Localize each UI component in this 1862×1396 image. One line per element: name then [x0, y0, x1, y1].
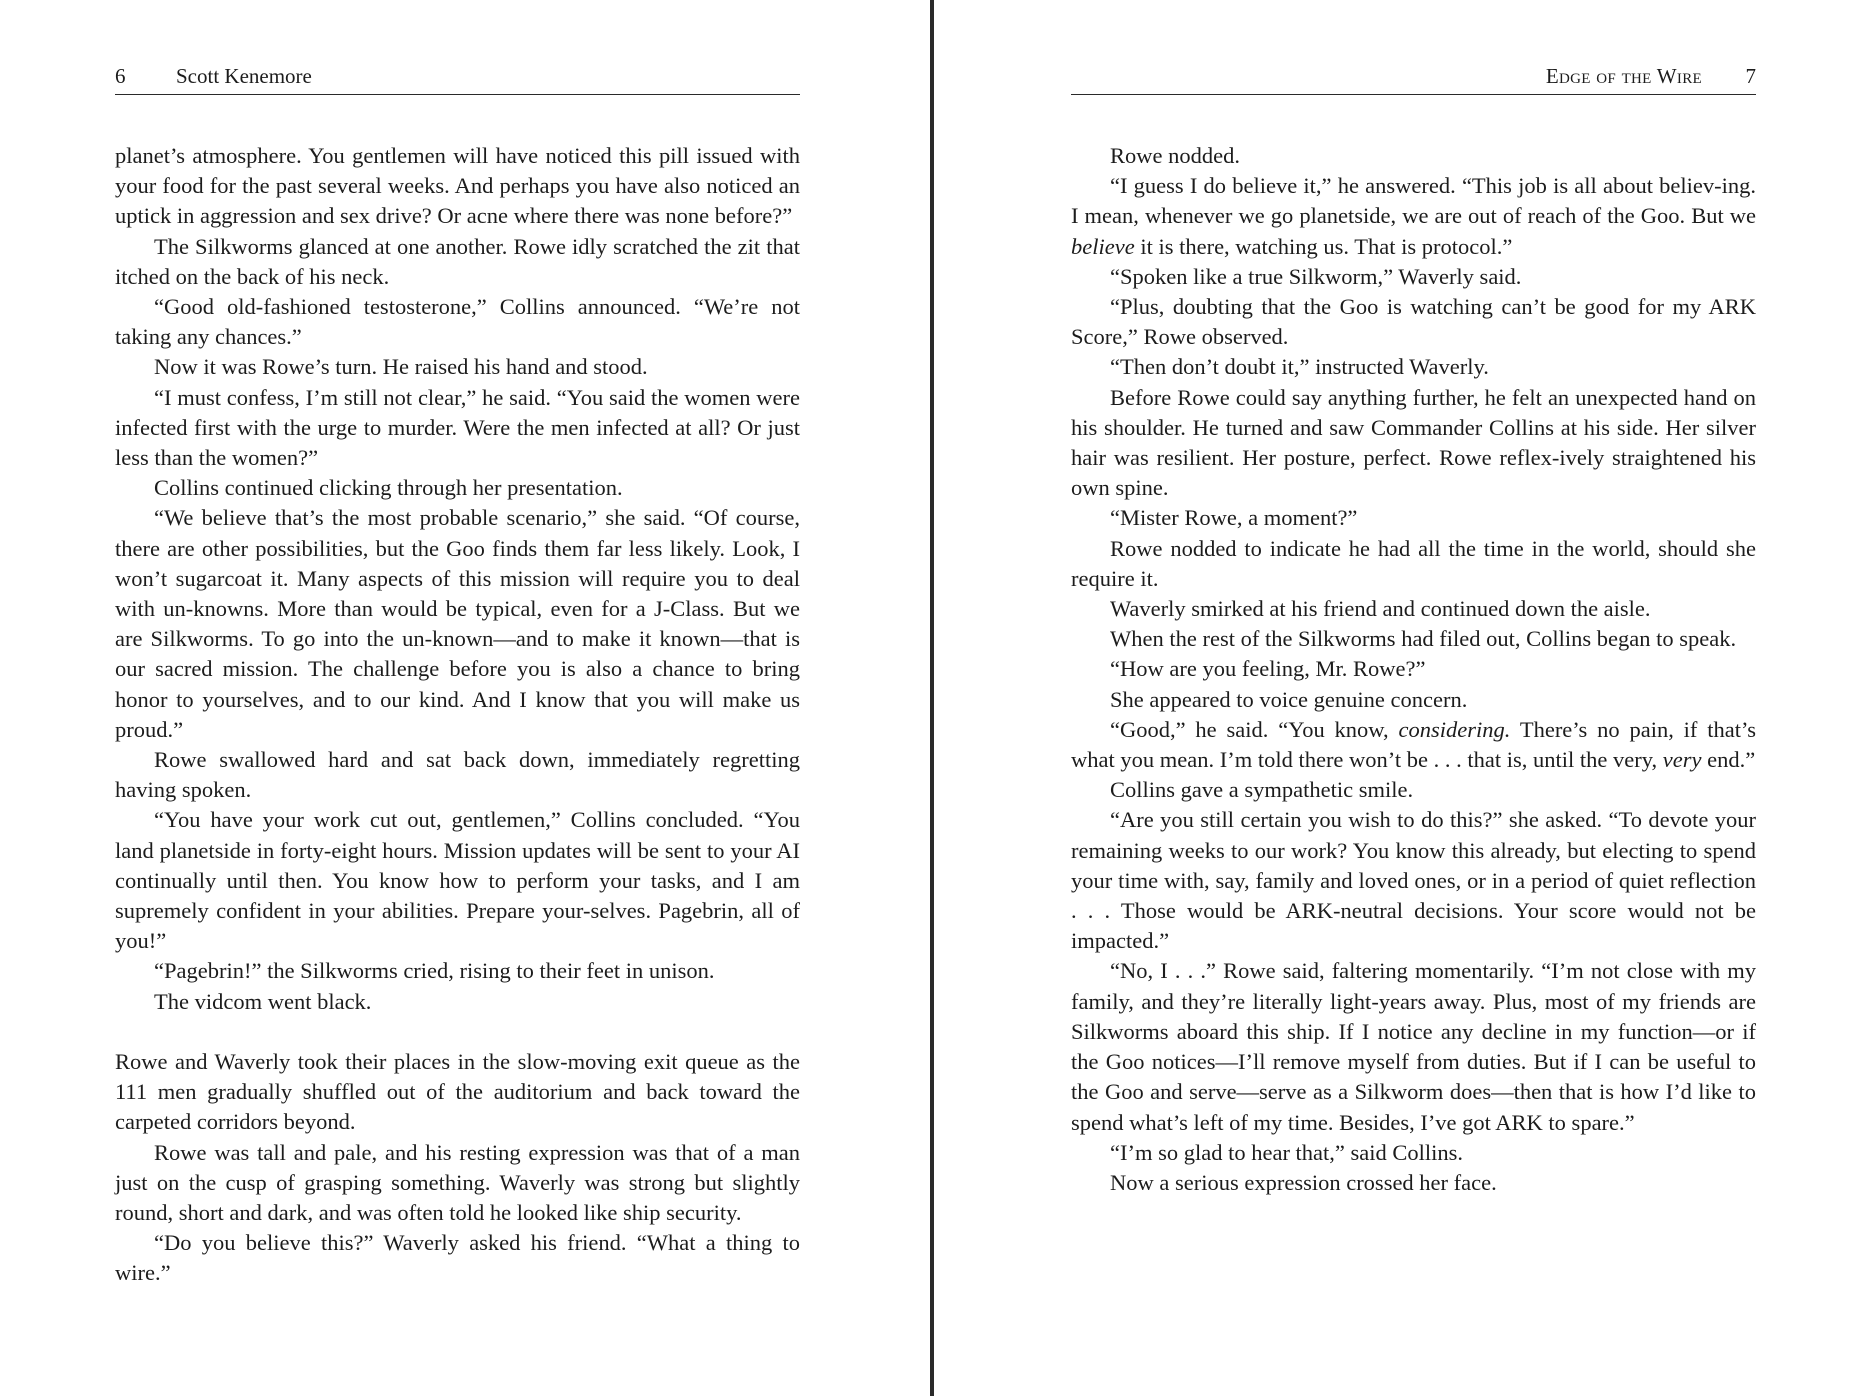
- paragraph: [1071, 383, 1756, 504]
- paragraph: The vidcom went black.: [154, 988, 372, 1014]
- italic-text: believe: [1071, 233, 1135, 259]
- paragraph: “I must confess, I’m still not clear,” he said. “You said the women were infected first with the urge to murder. Were the men infected at all? Or just less than the women?”: [115, 384, 800, 471]
- left-body-text: [115, 141, 800, 1289]
- text-run: Now a serious expression crossed her face.: [1110, 1169, 1497, 1195]
- paragraph: [1071, 1168, 1756, 1198]
- text-run: “Mister Rowe, a moment?”: [1110, 505, 1358, 531]
- paragraph: Rowe swallowed hard and sat back down, immediately regretting having spoken.: [115, 747, 800, 803]
- paragraph: “You have your work cut out, gentlemen,” Collins concluded. “You land planetside in forty-eight hours. Mission updates will be sent to your AI continually until then. You know how to perform your tasks, and I am supremely confident in your abilities. Prepare your-selves. Pagebrin, all of you!”: [115, 807, 800, 954]
- text-run: Collins gave a sympathetic smile.: [1110, 777, 1414, 803]
- paragraph: [1071, 624, 1756, 654]
- paragraph: [1071, 534, 1756, 594]
- paragraph: “Pagebrin!” the Silkworms cried, rising to their feet in unison.: [154, 958, 715, 984]
- text-run: “Are you still certain you wish to do this?” she asked. “To devote your remaining weeks to our work? You know this already, but electing to spend your time with, say, family and loved ones, or in a period of quiet reflection . . . Those would be ARK-neutral decisions. Your score would not be impacted.”: [1071, 807, 1756, 954]
- text-run: There’s no pain, if that’s what you mean. I’m told there won’t be . . . that is, until the very,: [1071, 716, 1756, 773]
- paragraph: [1071, 292, 1756, 352]
- text-run: “Good,” he said. “You know,: [1110, 716, 1399, 742]
- paragraph: [1071, 685, 1756, 715]
- text-run: She appeared to voice genuine concern.: [1110, 686, 1468, 712]
- text-run: Waverly smirked at his friend and continued down the aisle.: [1110, 596, 1651, 622]
- paragraph: Now it was Rowe’s turn. He raised his hand and stood.: [154, 354, 648, 380]
- paragraph: [1071, 775, 1756, 805]
- paragraph: [1071, 171, 1756, 262]
- paragraph: “We believe that’s the most probable scenario,” she said. “Of course, there are other possibilities, but the Goo finds them far less likely. Look, I won’t sugarcoat it. Many aspects of this mission will require you to deal with un-knowns. More than would be typical, even for a J-Class. But we are Silkworms. To go into the un-known—and to make it known—that is our sacred mission. The challenge before you is also a chance to bring honor to yourselves, and to our kind. And I know that you will make us proud.”: [115, 505, 800, 742]
- paragraph: [1071, 1138, 1756, 1168]
- paragraph: [1071, 262, 1756, 292]
- text-run: “How are you feeling, Mr. Rowe?”: [1110, 656, 1426, 682]
- paragraph: planet’s atmosphere. You gentlemen will have noticed this pill issued with your food for the past several weeks. And perhaps you have also noticed an uptick in aggression and sex drive? Or acne where there was none before?”: [115, 143, 800, 229]
- text-run: When the rest of the Silkworms had filed out, Collins began to speak.: [1110, 626, 1737, 652]
- right-running-head: [1071, 64, 1756, 95]
- text-run: “Plus, doubting that the Goo is watching can’t be good for my ARK Score,” Rowe observed.: [1071, 294, 1756, 350]
- right-page-number: 7: [1745, 64, 1756, 88]
- paragraph: [1071, 654, 1756, 684]
- paragraph: [1071, 594, 1756, 624]
- paragraph: [1071, 352, 1756, 382]
- paragraph: [1071, 715, 1756, 775]
- left-running-title: Scott Kenemore: [176, 64, 312, 88]
- text-run: “I’m so glad to hear that,” said Collins.: [1110, 1139, 1464, 1165]
- page-gutter: [930, 0, 934, 1396]
- paragraph: [1071, 956, 1756, 1137]
- text-run: “Then don’t doubt it,” instructed Waverly.: [1110, 354, 1489, 380]
- paragraph: The Silkworms glanced at one another. Rowe idly scratched the zit that itched on the back of his neck.: [115, 233, 800, 289]
- paragraph: [1071, 805, 1756, 956]
- paragraph: Collins continued clicking through her presentation.: [154, 475, 623, 501]
- paragraph: [1071, 141, 1756, 171]
- paragraph: “Good old-fashioned testosterone,” Collins announced. “We’re not taking any chances.”: [115, 294, 800, 350]
- text-run: end.”: [1701, 747, 1756, 773]
- italic-text: very: [1662, 747, 1702, 773]
- right-running-title: Edge of the Wire: [1545, 64, 1702, 88]
- text-run: Rowe nodded to indicate he had all the time in the world, should she require it.: [1071, 535, 1756, 591]
- left-running-head: [115, 64, 800, 95]
- right-body-text: [1071, 141, 1756, 1198]
- italic-text: considering.: [1398, 716, 1511, 742]
- text-run: Before Rowe could say anything further, he felt an unexpected hand on his shoulder. He turned and saw Commander Collins at his side. Her silver hair was resilient. Her posture, perfect. Rowe reflex-ively straightened his own spine.: [1071, 384, 1756, 501]
- paragraph: “Do you believe this?” Waverly asked his friend. “What a thing to wire.”: [115, 1230, 800, 1286]
- paragraph: [1071, 503, 1756, 533]
- text-run: it is there, watching us. That is protocol.”: [1134, 233, 1513, 259]
- left-page-number: 6: [115, 64, 126, 88]
- text-run: “No, I . . .” Rowe said, faltering momentarily. “I’m not close with my family, and they’re literally light-years away. Plus, most of my friends are Silkworms aboard this ship. If I notice any decline in my function—or if the Goo notices—I’ll remove myself from duties. But if I can be useful to the Goo and serve—serve as a Silkworm does—then that is how I’d like to spend what’s left of my time. Besides, I’ve got ARK to spare.”: [1071, 958, 1756, 1135]
- paragraph: Rowe and Waverly took their places in the slow-moving exit queue as the 111 men gradually shuffled out of the auditorium and back toward the carpeted corridors beyond.: [115, 1048, 800, 1135]
- text-run: Rowe nodded.: [1110, 143, 1240, 168]
- paragraph: Rowe was tall and pale, and his resting expression was that of a man just on the cusp of grasping something. Waverly was strong but slightly round, short and dark, and was often told he looked like ship security.: [115, 1139, 800, 1225]
- text-run: “I guess I do believe it,” he answered. “This job is all about believ-ing. I mean, whenever we go planetside, we are out of reach of the Goo. But we: [1071, 173, 1756, 229]
- text-run: “Spoken like a true Silkworm,” Waverly said.: [1110, 263, 1522, 289]
